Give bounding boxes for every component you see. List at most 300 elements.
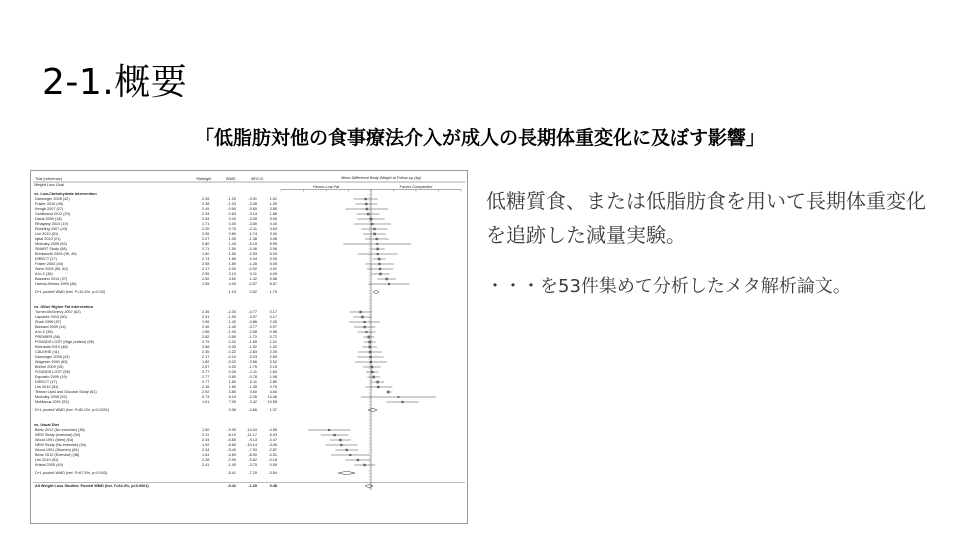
group-0-study-5-wmd: 0.30 [228,222,236,227]
group-1-study-16-weight: 2.92 [202,390,210,395]
group-2-pooled-wmd: -5.41 [227,471,236,476]
group-0-study-1-point [365,203,367,205]
group-0-study-4-wmd: 0.00 [228,217,236,222]
group-1-study-5-ci-low: -1.72 [248,335,257,340]
group-1-study-12-label: POUNDS LOST (55) [35,370,70,375]
group-0-study-16-wmd: 3.50 [228,277,236,282]
group-1-study-10-ci-high: 3.52 [269,360,277,365]
group-2-study-3-wmd: -6.60 [227,443,236,448]
group-0-study-3-point [367,213,369,215]
group-0-study-17-wmd: 4.00 [228,282,236,287]
group-1-study-1-label: Lapointe 2010 (50) [35,315,67,320]
group-1-study-14-point [377,381,379,383]
group-0-study-1-wmd: -1.03 [227,202,236,207]
group-0-study-5-ci-low: -3.80 [248,222,257,227]
group-2-study-7-label: Kristal 2005 (49) [35,463,63,468]
group-0-study-12-wmd: 1.80 [228,257,236,262]
group-1-study-0-point [360,311,362,313]
group-0-study-17-weight: 1.55 [202,282,210,287]
group-2-study-0-point [328,429,330,431]
group-1-study-17-weight: 0.73 [202,395,210,400]
plot-title: Mean Difference Body Weight at Follow-up (kg) [341,176,421,180]
group-1-study-8-ci-low: -2.83 [248,350,257,355]
group-1-pooled-wmd: 0.36 [228,408,236,413]
group-1-study-15-weight: 2.16 [202,385,210,390]
group-1-study-12-ci-low: -1.11 [248,370,257,375]
group-0-pooled-ci-low: 0.52 [249,290,257,295]
group-1-study-11-wmd: 0.20 [228,365,236,370]
group-2-study-3-label: NEW Study (No exercise) (54) [35,443,87,448]
group-1-study-4-ci-low: -2.98 [248,330,257,335]
group-1-study-2-wmd: -1.42 [227,320,236,325]
group-1-study-14-wmd: 1.50 [228,380,236,385]
group-0-title: vs. Low-Carbohydrate Intervention [34,192,97,197]
group-2-study-7-weight: 2.41 [202,463,210,468]
group-1-study-13-wmd: 0.60 [228,375,236,380]
group-1-study-13-ci-low: -0.78 [248,375,257,380]
group-1-study-2-point [364,321,366,323]
group-2-study-3-ci-high: -3.06 [268,443,277,448]
group-0-study-15-ci-high: 4.09 [269,272,277,277]
group-1-pooled-ci-high: 1.37 [269,408,277,413]
group-2-title: vs. Usual Diet [34,423,59,428]
group-2-study-1-ci-high: -5.03 [268,433,277,438]
group-0-study-3-ci-high: 1.88 [269,212,277,217]
group-0-study-13-point [379,263,381,265]
group-0-study-14-ci-high: 4.92 [269,267,277,272]
group-0-study-16-ci-high: 5.58 [269,277,277,282]
group-2-study-6-point [357,459,359,461]
group-0-study-12-label: DIRECT (17) [35,257,57,262]
group-2-study-7-ci-high: 0.95 [269,463,277,468]
group-0-study-10-point [377,248,379,250]
slide-subtitle: 「低脂肪対他の食事療法介入が成人の長期体重変化に及ぼす影響」 [194,127,765,149]
group-1-study-6-ci-low: -1.65 [248,340,257,345]
group-1-study-14-weight: 2.77 [202,380,210,385]
group-0-study-7-weight: 2.55 [202,232,210,237]
header-ci-label: 95% CI [251,177,264,181]
group-0-study-14-wmd: 2.00 [228,267,236,272]
group-0-study-5-weight: 1.71 [202,222,210,227]
group-0-study-9-ci-low: -6.15 [248,242,257,247]
group-0-study-7-wmd: 0.80 [228,232,236,237]
group-1-study-7-weight: 2.68 [202,345,210,350]
group-2-study-6-ci-low: -5.62 [248,458,257,463]
group-2-study-5-ci-high: -0.31 [268,453,277,458]
group-0-study-5-point [371,223,373,225]
group-2-study-6-label: Lim 2010 (51) [35,458,59,463]
group-0-study-2-wmd: -0.90 [227,207,236,212]
group-0-study-0-ci-low: -3.91 [248,197,257,202]
group-0-study-17-label: Harvey-Berino 1999 (46) [35,282,77,287]
group-2-study-3-weight: 1.92 [202,443,210,448]
group-2-study-0-ci-high: -4.56 [268,428,277,433]
group-0-study-10-weight: 2.71 [202,247,210,252]
group-2-study-4-weight: 2.34 [202,448,210,453]
group-0-study-6-point [373,228,375,230]
forest-plot [31,171,467,523]
group-1-study-15-wmd: 1.60 [228,385,236,390]
group-0-study-17-ci-high: 8.57 [269,282,277,287]
group-1-study-14-label: DIRECT (17) [35,380,57,385]
group-0-study-3-weight: 2.34 [202,212,210,217]
group-1-study-15-ci-high: 4.75 [269,385,277,390]
description-text-2: ・・・を53件集めて分析したメタ解析論文。 [486,276,851,297]
goal-label: Weight Loss Goal [34,183,64,187]
group-1-study-5-label: PREMIER (56) [35,335,61,340]
group-0-study-6-ci-low: -2.11 [248,227,257,232]
group-1-study-18-ci-high: 10.58 [267,400,277,405]
group-0-study-0-ci-high: 1.51 [269,197,277,202]
group-1-study-3-point [364,326,366,328]
group-0-study-0-label: Dansinger 2005 (42) [35,197,70,202]
group-1-study-2-weight: 1.96 [202,320,210,325]
group-2-study-0-label: Bertz 2012 (No exercise) (38) [35,428,85,433]
group-1-study-0-ci-low: -4.77 [248,310,257,315]
group-2-study-2-point [339,439,341,441]
group-0-study-8-point [376,238,378,240]
header-wmd-label: WMD [226,177,236,181]
group-1-study-16-ci-low: 3.60 [249,390,257,395]
group-1-study-4-ci-high: 0.98 [269,330,277,335]
group-2-study-4-point [346,449,348,451]
group-1-study-4-label: A to Z (36) [35,330,53,335]
group-1-study-7-wmd: -0.30 [227,345,236,350]
group-2-study-5-wmd: -4.60 [227,453,236,458]
group-2-study-5-label: Bertz 2012 (Exercise) (38) [35,453,80,458]
group-0-study-0-weight: 2.26 [202,197,210,202]
group-2-pooled-ci-high: -3.54 [268,471,277,476]
group-1-study-16-point [387,391,389,393]
group-1-study-7-point [369,346,371,348]
group-1-study-6-label: POUNDS LOST (High protein) (55) [35,340,95,345]
group-2-study-6-wmd: -2.90 [227,458,236,463]
group-1-study-0-weight: 2.36 [202,310,210,315]
group-1-study-11-ci-low: -1.75 [248,365,257,370]
group-0-study-4-ci-low: -3.05 [248,217,257,222]
group-0-pooled-diamond [373,290,379,294]
group-0-study-1-label: Foster 2010 (45) [35,202,64,207]
group-1-study-18-wmd: 7.00 [228,400,236,405]
group-1-study-18-ci-low: 3.42 [249,400,257,405]
group-0-study-16-ci-low: 1.42 [249,277,257,282]
group-0-study-10-label: SMART Study (58) [35,247,67,252]
group-2-study-3-ci-low: -10.14 [246,443,257,448]
group-0-study-11-ci-low: -2.93 [248,252,257,257]
group-1-study-5-weight: 2.82 [202,335,210,340]
group-2-study-4-ci-low: -7.93 [248,448,257,453]
group-1-pooled-label: D+L pooled WMD (het. I²=82.0%, p<0.0001) [35,408,110,413]
description-text: 低糖質食、または低脂肪食を用いて長期体重変化を追跡した減量実験。 [486,189,926,247]
group-2-study-6-ci-high: -0.18 [268,458,277,463]
group-1-study-17-ci-high: 14.46 [267,395,277,400]
group-0-study-5-label: Elhayany 2010 (19) [35,222,68,227]
group-2-pooled-ci-low: -7.29 [248,471,257,476]
group-0-study-17-point [388,283,390,285]
group-1-study-16-label: Tehran Lipid and Glucose Study (61) [35,390,97,395]
group-1-study-15-label: Lim 2010 (51) [35,385,59,390]
group-0-study-9-point [377,243,378,244]
group-0-study-12-point [378,258,380,260]
header-weight-label: %Weight [196,177,212,181]
group-1-study-3-ci-low: -3.77 [248,325,257,330]
group-2-study-7-ci-low: -3.75 [248,463,257,468]
group-0-study-7-label: Lim 2010 (51) [35,232,59,237]
group-1-study-3-weight: 2.40 [202,325,210,330]
group-1-study-13-weight: 2.77 [202,375,210,380]
group-1-study-15-ci-low: -1.35 [248,385,257,390]
group-1-study-13-point [373,376,375,378]
group-0-study-3-ci-low: -3.14 [248,212,257,217]
group-1-study-16-wmd: 3.80 [228,390,236,395]
group-0-study-10-ci-high: 3.06 [269,247,277,252]
group-1-study-12-point [371,371,373,373]
group-1-study-18-point [402,401,404,403]
group-1-study-0-wmd: -2.30 [227,310,236,315]
group-0-study-5-ci-high: 4.40 [269,222,277,227]
group-0-study-3-wmd: -0.63 [227,212,236,217]
group-0-study-2-weight: 2.49 [202,207,210,212]
group-1-study-8-label: CALERIE (41) [35,350,60,355]
group-1-study-4-point [366,331,368,333]
header-trial-label: Trial (reference) [35,177,62,181]
favors-left-label: Favors Low-Fat [312,185,340,189]
group-0-study-14-label: Stern 2004 (59, 60) [35,267,68,272]
group-0-study-0-point [365,198,367,200]
group-2-study-1-ci-low: -11.17 [246,433,257,438]
group-0-study-9-wmd: 1.40 [228,242,236,247]
group-0-study-2-ci-low: -5.65 [248,207,257,212]
group-1-study-11-ci-high: 2.15 [269,365,277,370]
group-1-study-1-point [361,316,363,318]
slide-title: 2-1.概要 [42,62,188,103]
group-0-study-15-ci-low: 0.11 [249,272,257,277]
group-1-study-12-ci-high: 1.63 [269,370,277,375]
group-1-study-10-weight: 1.82 [202,360,210,365]
group-2-study-4-ci-high: -2.87 [268,448,277,453]
group-1-study-6-wmd: -0.32 [227,340,236,345]
group-0-study-3-label: Guldbrand 2012 (20) [35,212,71,217]
favors-right-label: Favors Comparator [399,185,433,189]
overall-pooled-label: All Weight Loss Studies: Pooled WMD (het. I²=64.3%, p<0.0001) [35,484,149,489]
group-2-study-0-ci-low: -14.04 [246,428,257,433]
group-0-pooled-ci-high: 1.79 [269,290,277,295]
group-1-study-8-weight: 2.30 [202,350,210,355]
group-2-study-4-wmd: -5.40 [227,448,236,453]
group-0-study-6-wmd: 0.76 [228,227,236,232]
group-0-study-2-ci-high: 3.85 [269,207,277,212]
group-0-study-13-wmd: 1.89 [228,262,236,267]
overall-pooled-ci-low: -1.29 [248,484,257,489]
group-0-study-13-weight: 2.08 [202,262,210,267]
group-2-study-6-weight: 2.26 [202,458,210,463]
group-1-study-1-wmd: -1.90 [227,315,236,320]
group-2-study-0-weight: 1.50 [202,428,210,433]
group-0-study-17-ci-low: -0.57 [248,282,257,287]
group-1-study-3-wmd: -1.40 [227,325,236,330]
overall-pooled-ci-high: 0.48 [269,484,277,489]
group-1-study-5-ci-high: 0.72 [269,335,277,340]
group-0-study-2-point [366,208,368,210]
group-0-study-13-ci-high: 5.05 [269,262,277,267]
group-1-pooled-ci-low: -0.66 [248,408,257,413]
group-1-study-12-wmd: 0.26 [228,370,236,375]
group-1-study-13-ci-high: 1.98 [269,375,277,380]
group-0-study-7-ci-low: -1.74 [248,232,257,237]
group-1-study-17-wmd: 6.10 [228,395,236,400]
group-0-study-10-ci-low: -0.06 [248,247,257,252]
group-1-title: vs. Other Higher Fat Intervention [34,305,94,310]
group-1-study-9-weight: 2.17 [202,355,210,360]
group-0-study-14-weight: 2.17 [202,267,210,272]
group-2-study-1-point [334,434,336,436]
group-1-study-1-ci-low: -3.97 [248,315,257,320]
group-0-study-9-weight: 0.80 [202,242,210,247]
group-1-study-1-ci-high: 0.17 [269,315,277,320]
group-0-study-7-point [374,233,376,235]
group-1-study-5-point [368,336,370,338]
group-1-study-8-wmd: -0.22 [227,350,236,355]
group-1-study-4-wmd: -1.00 [227,330,236,335]
group-0-study-16-weight: 2.52 [202,277,210,282]
group-0-study-6-weight: 2.20 [202,227,210,232]
group-1-study-0-label: Turner-McGrievy 2007 (62) [35,310,81,315]
group-1-study-9-ci-high: 2.83 [269,355,277,360]
group-0-study-8-weight: 2.27 [202,237,210,242]
group-0-study-7-ci-high: 3.34 [269,232,277,237]
group-1-study-2-ci-high: 2.05 [269,320,277,325]
group-1-study-18-label: McManus 2001 (53) [35,400,69,405]
group-0-study-1-ci-high: 1.39 [269,202,277,207]
group-2-pooled-label: D+L pooled WMD (het. I²=67.5%, p=0.003) [35,471,108,476]
group-0-study-12-weight: 2.74 [202,257,210,262]
group-1-study-6-point [368,341,370,343]
group-2-study-2-ci-high: -4.47 [268,438,277,443]
group-1-study-4-weight: 1.56 [202,330,210,335]
group-0-study-0-wmd: -1.20 [227,197,236,202]
group-1-study-9-ci-low: -3.03 [248,355,257,360]
group-2-study-2-label: Wood 1991 (Men) (64) [35,438,74,443]
group-1-study-12-weight: 2.77 [202,370,210,375]
group-1-study-10-label: Wagener 1990 (63) [35,360,68,365]
overall-pooled-wmd: -0.41 [227,484,236,489]
group-1-study-6-weight: 2.79 [202,340,210,345]
group-1-study-3-label: Barnard 2009 (14) [35,325,66,330]
group-0-study-16-point [386,278,388,280]
group-0-study-8-ci-high: 3.98 [269,237,277,242]
group-2-study-1-wmd: -8.10 [227,433,236,438]
group-0-study-9-label: McAuley 2006 (52) [35,242,67,247]
group-1-study-10-ci-low: -3.56 [248,360,257,365]
group-1-study-17-point [398,396,399,397]
group-0-study-15-weight: 2.55 [202,272,210,277]
group-1-study-17-label: McAuley 2006 (52) [35,395,67,400]
group-1-study-5-wmd: -0.50 [227,335,236,340]
group-2-study-4-label: Wood 1991 (Women) (64) [35,448,79,453]
group-0-pooled-wmd: 1.15 [228,290,236,295]
group-0-study-11-weight: 1.60 [202,252,210,257]
group-1-study-10-wmd: -0.02 [227,360,236,365]
group-1-study-11-label: Brehm 2009 (15) [35,365,64,370]
group-1-study-0-ci-high: 0.17 [269,310,277,315]
group-0-study-15-point [379,273,381,275]
group-0-study-14-ci-low: -0.92 [248,267,257,272]
group-1-study-18-weight: 1.91 [202,400,210,405]
group-1-study-2-ci-low: -4.86 [248,320,257,325]
group-0-study-2-label: Keogh 2007 (27) [35,207,64,212]
group-2-study-1-weight: 2.11 [202,433,210,438]
group-0-study-15-wmd: 2.10 [228,272,236,277]
group-0-study-6-ci-high: 3.63 [269,227,277,232]
group-2-study-5-ci-low: -8.90 [248,453,257,458]
group-2-study-5-point [349,454,351,456]
group-0-pooled-label: D+L pooled WMD (het. I²=10.4%, p=0.33) [35,290,106,295]
group-1-study-2-label: Shah 1996 (57) [35,320,62,325]
group-0-study-10-wmd: 1.50 [228,247,236,252]
group-1-study-7-label: Kleinsdal 2010 (48) [35,345,68,350]
group-2-study-1-label: NEW Study (exercise) (54) [35,433,81,438]
group-0-study-11-point [377,253,379,255]
group-0-study-13-label: Foster 2003 (44) [35,262,64,267]
group-1-study-7-ci-low: -1.92 [248,345,257,350]
group-1-study-11-weight: 2.57 [202,365,210,370]
group-2-study-3-point [340,444,342,446]
group-2-study-7-wmd: -1.40 [227,463,236,468]
group-0-study-11-ci-high: 5.93 [269,252,277,257]
group-0-study-11-wmd: 1.50 [228,252,236,257]
group-0-study-9-ci-high: 8.95 [269,242,277,247]
group-1-study-14-ci-high: 2.89 [269,380,277,385]
group-0-study-1-weight: 2.38 [202,202,210,207]
group-2-study-5-weight: 1.64 [202,453,210,458]
group-0-study-8-wmd: 1.30 [228,237,236,242]
group-2-study-7-point [364,464,366,466]
group-2-study-0-wmd: -9.30 [227,428,236,433]
group-0-study-4-weight: 2.53 [202,217,210,222]
group-0-study-8-label: Iqbal 2010 (21) [35,237,61,242]
forest-plot-figure [30,170,468,524]
group-1-pooled-diamond [368,408,377,412]
group-1-study-14-ci-low: 0.11 [249,380,257,385]
group-1-study-7-ci-high: 1.32 [269,345,277,350]
group-1-study-3-ci-high: 0.97 [269,325,277,330]
group-1-study-1-weight: 2.51 [202,315,210,320]
group-1-study-8-ci-high: 2.39 [269,350,277,355]
group-2-pooled-diamond [338,471,355,475]
group-0-study-1-ci-low: -3.45 [248,202,257,207]
group-1-study-17-ci-low: -2.26 [248,395,257,400]
group-0-study-8-ci-low: -1.38 [248,237,257,242]
group-2-study-2-wmd: -6.80 [227,438,236,443]
group-1-study-16-ci-high: 4.60 [269,390,277,395]
group-0-study-16-label: Bazzano 2014 (37) [35,277,68,282]
group-0-study-4-label: Davis 2009 (18) [35,217,62,222]
group-0-study-14-point [379,268,381,270]
group-0-study-6-label: Ebbeling 2007 (43) [35,227,68,232]
group-0-study-15-label: A to Z (36) [35,272,53,277]
group-2-study-2-weight: 2.34 [202,438,210,443]
group-0-study-12-ci-high: 3.26 [269,257,277,262]
group-1-study-13-label: Esposito 2009 (19) [35,375,67,380]
group-0-study-13-ci-low: -1.28 [248,262,257,267]
group-2-study-2-ci-low: -9.13 [248,438,257,443]
group-0-study-11-label: Brinkworth 2009 (39, 40) [35,252,77,257]
group-1-study-15-point [377,386,379,388]
group-1-study-6-ci-high: 1.01 [269,340,277,345]
group-0-study-12-ci-low: 0.34 [249,257,257,262]
group-1-study-9-label: Dansinger 2005 (42) [35,355,70,360]
group-1-study-9-wmd: -0.10 [227,355,236,360]
